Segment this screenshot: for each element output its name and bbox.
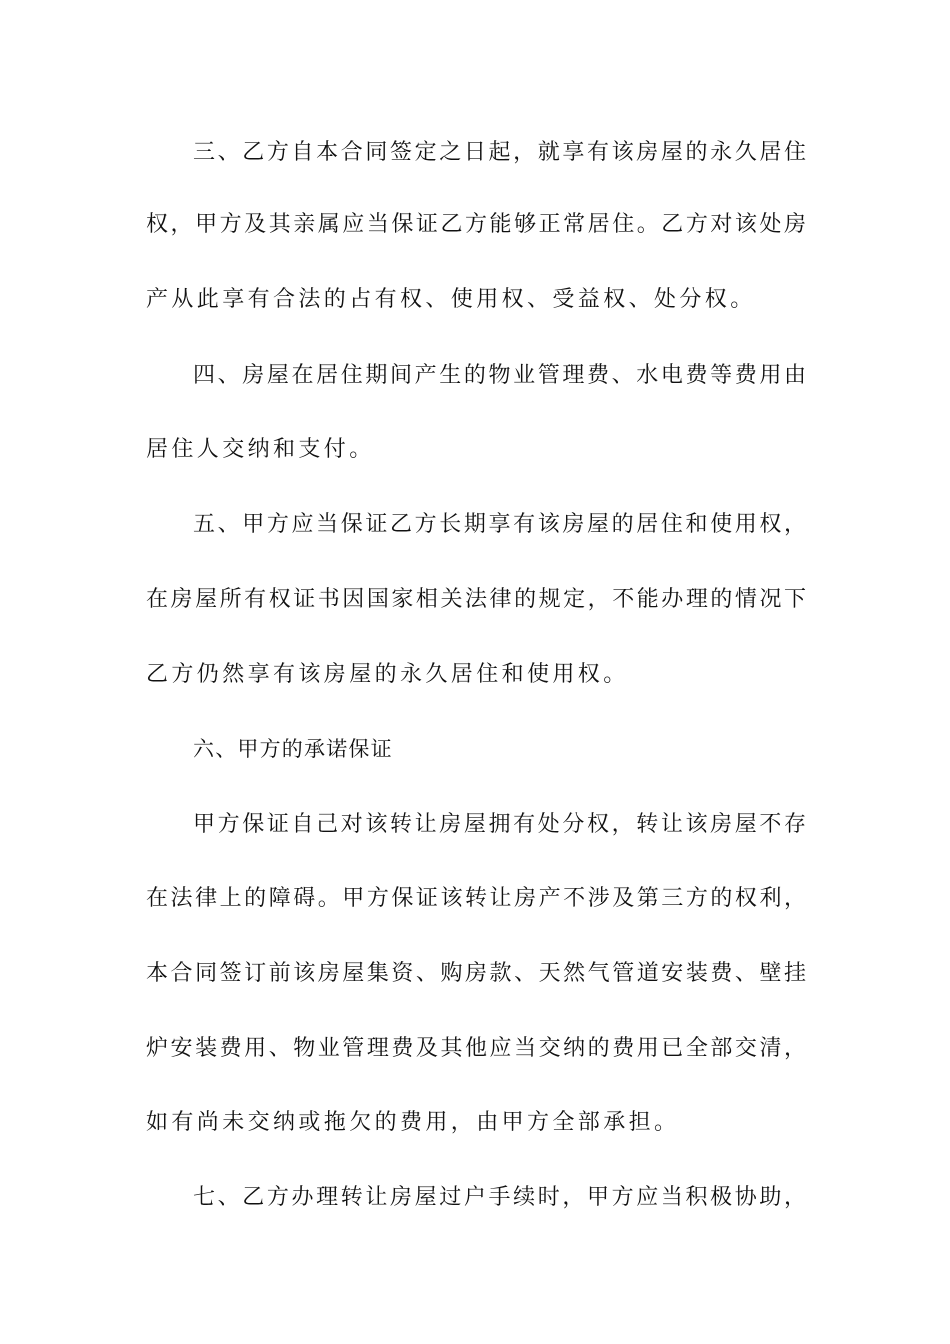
paragraph-4-line-2: 居住人交纳和支付。 bbox=[146, 437, 375, 462]
paragraph-6-line-5: 如有尚未交纳或拖欠的费用，由甲方全部承担。 bbox=[146, 1110, 680, 1135]
section-heading-6: 六、甲方的承诺保证 bbox=[193, 737, 393, 761]
paragraph-4-line-1: 四、房屋在居住期间产生的物业管理费、水电费等费用由 bbox=[193, 363, 806, 388]
paragraph-6-line-1: 甲方保证自己对该转让房屋拥有处分权，转让该房屋不存 bbox=[193, 812, 806, 837]
paragraph-7-line-1: 七、乙方办理转让房屋过户手续时，甲方应当积极协助， bbox=[193, 1185, 806, 1210]
paragraph-6-line-3: 本合同签订前该房屋集资、购房款、天然气管道安装费、壁挂 bbox=[146, 961, 806, 986]
paragraph-3-line-1: 三、乙方自本合同签定之日起，就享有该房屋的永久居住 bbox=[193, 140, 806, 165]
paragraph-5-line-2: 在房屋所有权证书因国家相关法律的规定，不能办理的情况下 bbox=[146, 587, 806, 612]
paragraph-6-line-4: 炉安装费用、物业管理费及其他应当交纳的费用已全部交清， bbox=[146, 1036, 806, 1061]
paragraph-3-line-3: 产从此享有合法的占有权、使用权、受益权、处分权。 bbox=[146, 287, 756, 312]
paragraph-5-line-1: 五、甲方应当保证乙方长期享有该房屋的居住和使用权， bbox=[193, 512, 806, 537]
paragraph-6-line-2: 在法律上的障碍。甲方保证该转让房产不涉及第三方的权利， bbox=[146, 886, 806, 911]
paragraph-3-line-2: 权，甲方及其亲属应当保证乙方能够正常居住。乙方对该处房 bbox=[146, 212, 806, 237]
paragraph-5-line-3: 乙方仍然享有该房屋的永久居住和使用权。 bbox=[146, 662, 629, 687]
